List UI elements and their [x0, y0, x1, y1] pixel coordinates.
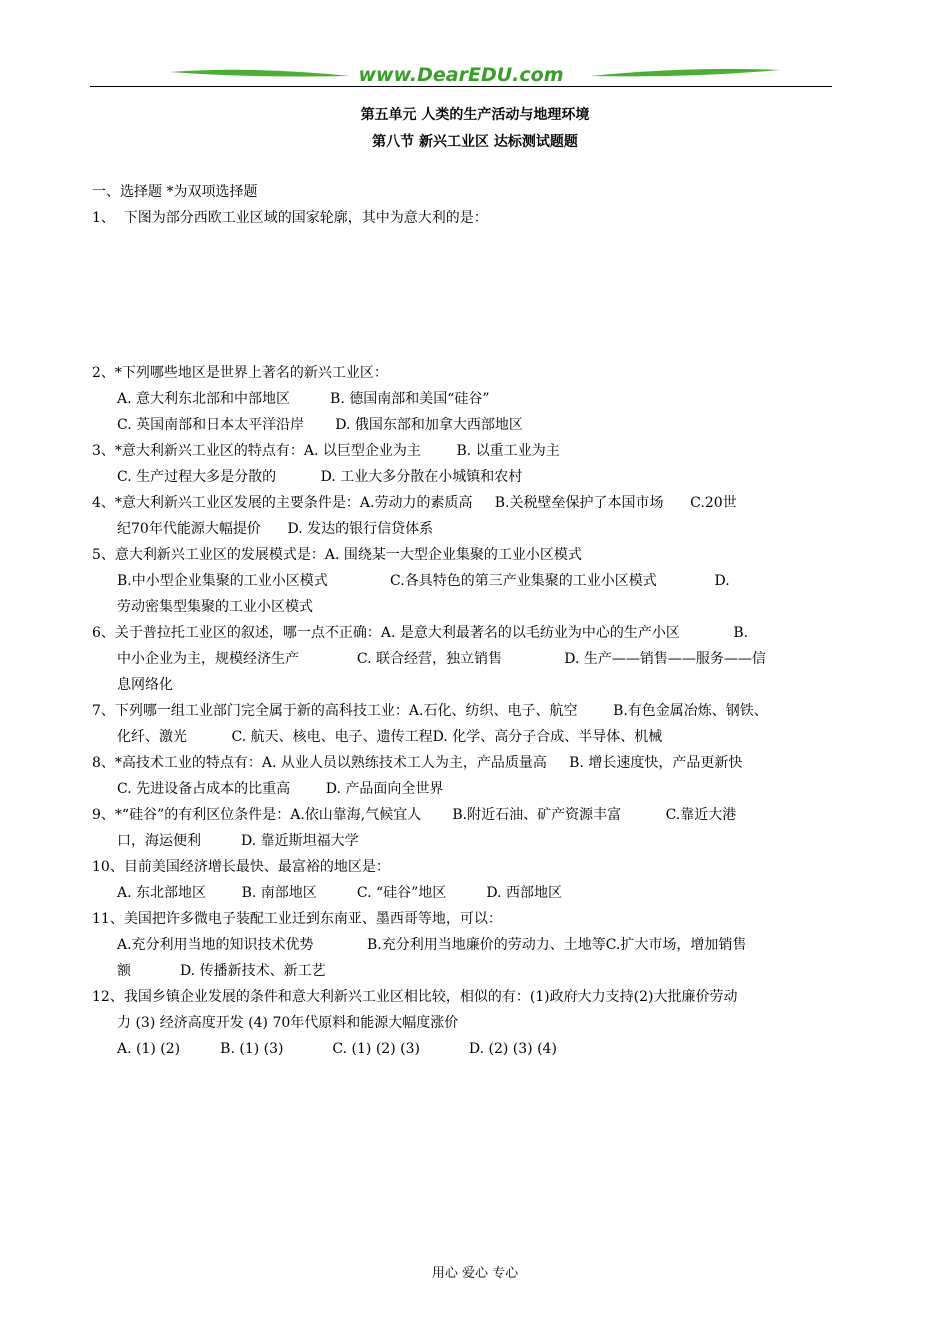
question-line: 12、我国乡镇企业发展的条件和意大利新兴工业区相比较，相似的有：(1)政府大力支持(2)大批廉价劳动 — [92, 989, 738, 1005]
question-line: A. 东北部地区 B. 南部地区 C. “硅谷”地区 D. 西部地区 — [117, 885, 562, 901]
question-line: 中小企业为主，规模经济生产 C. 联合经营，独立销售 D. 生产——销售——服务——信 — [117, 651, 766, 667]
question-line: 5、意大利新兴工业区的发展模式是：A. 围绕某一大型企业集聚的工业小区模式 — [92, 547, 582, 563]
question-line: 2、*下列哪些地区是世界上著名的新兴工业区： — [92, 365, 388, 381]
question-line: 口，海运便利 D. 靠近斯坦福大学 — [117, 833, 359, 849]
question-line: A.充分利用当地的知识技术优势 B.充分利用当地廉价的劳动力、土地等C.扩大市场，增加销售 — [117, 937, 747, 953]
question-line: 10、目前美国经济增长最快、最富裕的地区是： — [92, 859, 390, 875]
question-line: 3、*意大利新兴工业区的特点有：A. 以巨型企业为主 B. 以重工业为主 — [92, 443, 560, 459]
question-line: 8、*高技术工业的特点有：A. 从业人员以熟练技术工人为主，产品质量高 B. 增长速度快，产品更新快 — [92, 755, 743, 771]
question-line: 1、 下图为部分西欧工业区域的国家轮廓，其中为意大利的是： — [92, 210, 488, 226]
question-line: 7、下列哪一组工业部门完全属于新的高科技工业：A.石化、纺织、电子、航空 B.有色金属冶炼、钢铁、 — [92, 703, 768, 719]
question-line: 劳动密集型集聚的工业小区模式 — [117, 599, 313, 615]
question-line: C. 生产过程大多是分散的 D. 工业大多分散在小城镇和农村 — [117, 469, 523, 485]
question-line: 息网络化 — [117, 677, 173, 693]
question-line: 力 (3) 经济高度开发 (4) 70年代原料和能源大幅度涨价 — [117, 1015, 459, 1031]
question-line: 4、*意大利新兴工业区发展的主要条件是：A.劳动力的素质高 B.关税壁垒保护了本国市场 C.20世 — [92, 495, 737, 511]
question-line: A. 意大利东北部和中部地区 B. 德国南部和美国“硅谷” — [117, 391, 490, 407]
question-line: 额 D. 传播新技术、新工艺 — [117, 963, 326, 979]
question-line: 11、美国把许多微电子装配工业迁到东南亚、墨西哥等地，可以： — [92, 911, 502, 927]
question-line: 6、关于普拉托工业区的叙述，哪一点不正确：A. 是意大利最著名的以毛纺业为中心的生产小区 B. — [92, 625, 749, 641]
question-line: C. 英国南部和日本太平洋沿岸 D. 俄国东部和加拿大西部地区 — [117, 417, 523, 433]
page-footer: 用心 爱心 专心 — [431, 1266, 519, 1281]
site-logo-text: www.DearEDU.com — [358, 64, 564, 86]
header-rule — [90, 86, 832, 87]
question-line: 纪70年代能源大幅提价 D. 发达的银行信贷体系 — [117, 521, 434, 537]
question-line: 9、*“硅谷”的有利区位条件是：A.依山靠海,气候宜人 B.附近石油、矿产资源丰富 C.靠近大港 — [92, 807, 737, 823]
unit-title: 第五单元 人类的生产活动与地理环境 — [360, 107, 590, 123]
question-line: 一、选择题 *为双项选择题 — [92, 184, 258, 200]
question-line: 化纤、激光 C. 航天、核电、电子、遗传工程D. 化学、高分子合成、半导体、机械 — [117, 729, 663, 745]
question-line: C. 先进设备占成本的比重高 D. 产品面向全世界 — [117, 781, 444, 797]
question-line: A. (1) (2) B. (1) (3) C. (1) (2) (3) D. (2) (3) (4) — [117, 1041, 557, 1057]
question-line: B.中小型企业集聚的工业小区模式 C.各具特色的第三产业集聚的工业小区模式 D. — [117, 573, 730, 589]
section-title: 第八节 新兴工业区 达标测试题题 — [372, 134, 578, 150]
